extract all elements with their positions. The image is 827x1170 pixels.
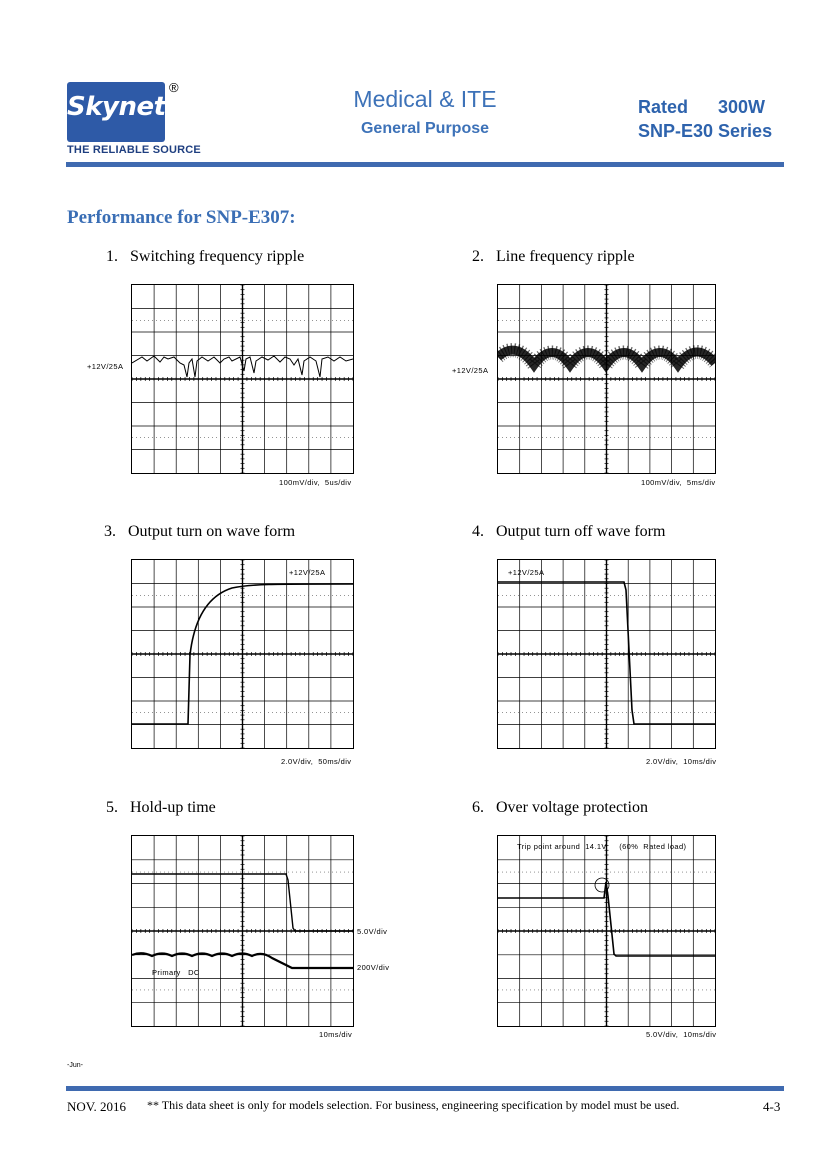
- scope-6: [497, 835, 716, 1027]
- figure-3-channel-label: +12V/25A: [289, 568, 326, 577]
- figure-5-ch2-scale: 200V/div: [357, 963, 390, 972]
- footer-date: NOV. 2016: [67, 1099, 126, 1114]
- figure-2-caption: 2. Line frequency ripple: [472, 248, 635, 265]
- scope-3-graph: [132, 560, 353, 748]
- scope-2: [497, 284, 716, 474]
- figure-1-caption: 1. Switching frequency ripple: [106, 248, 305, 265]
- scope-5: [131, 835, 354, 1027]
- figure-5-ch1-scale: 5.0V/div: [357, 927, 388, 936]
- footer-rule: [66, 1086, 784, 1091]
- header-title: Medical & ITE: [353, 86, 497, 112]
- scope-4: [497, 559, 716, 749]
- figure-6-scale: 5.0V/div, 10ms/div: [646, 1030, 717, 1039]
- section-title: Performance for SNP-E307:: [67, 207, 296, 228]
- series-name: SNP-E30 Series: [638, 121, 773, 141]
- header-rule: [66, 162, 784, 167]
- header-subtitle: General Purpose: [360, 120, 490, 137]
- scope-2-graph: [498, 285, 715, 473]
- figure-2-scale: 100mV/div, 5ms/div: [641, 478, 716, 487]
- scope-3: [131, 559, 354, 749]
- figure-4-channel-label: +12V/25A: [508, 568, 545, 577]
- registered-mark: ®: [169, 80, 179, 95]
- rated-power: Rated 300W: [638, 97, 766, 117]
- figure-4-caption: 4. Output turn off wave form: [472, 523, 666, 540]
- figure-1-scale: 100mV/div, 5us/div: [279, 478, 352, 487]
- scope-5-graph: [132, 836, 353, 1026]
- figure-5-caption: 5. Hold-up time: [106, 799, 216, 816]
- footer-note: ** This data sheet is only for models selection. For business, engineering specification by model must be used.: [147, 1098, 680, 1112]
- logo-tagline: THE RELIABLE SOURCE: [67, 144, 201, 156]
- page-number: 4-3: [763, 1099, 781, 1114]
- scope-1: [131, 284, 354, 474]
- figure-3-scale: 2.0V/div, 50ms/div: [281, 757, 352, 766]
- figure-2-channel-label: +12V/25A: [452, 366, 489, 375]
- scope-1-graph: [132, 285, 353, 473]
- figure-4-scale: 2.0V/div, 10ms/div: [646, 757, 717, 766]
- figure-3-caption: 3. Output turn on wave form: [104, 523, 296, 540]
- figure-6-trip-label: Trip point around 14.1V (60% Rated load): [517, 842, 687, 851]
- figure-1-channel-label: +12V/25A: [87, 362, 124, 371]
- figure-6-caption: 6. Over voltage protection: [472, 799, 648, 816]
- figure-5-primary-label: Primary DC: [152, 968, 200, 977]
- logo-text: Skynet: [67, 92, 166, 122]
- figure-5-scale: 10ms/div: [319, 1030, 353, 1039]
- scope-6-graph: [498, 836, 715, 1026]
- revision-mark: -Jun-: [67, 1062, 83, 1069]
- scope-4-graph: [498, 560, 715, 748]
